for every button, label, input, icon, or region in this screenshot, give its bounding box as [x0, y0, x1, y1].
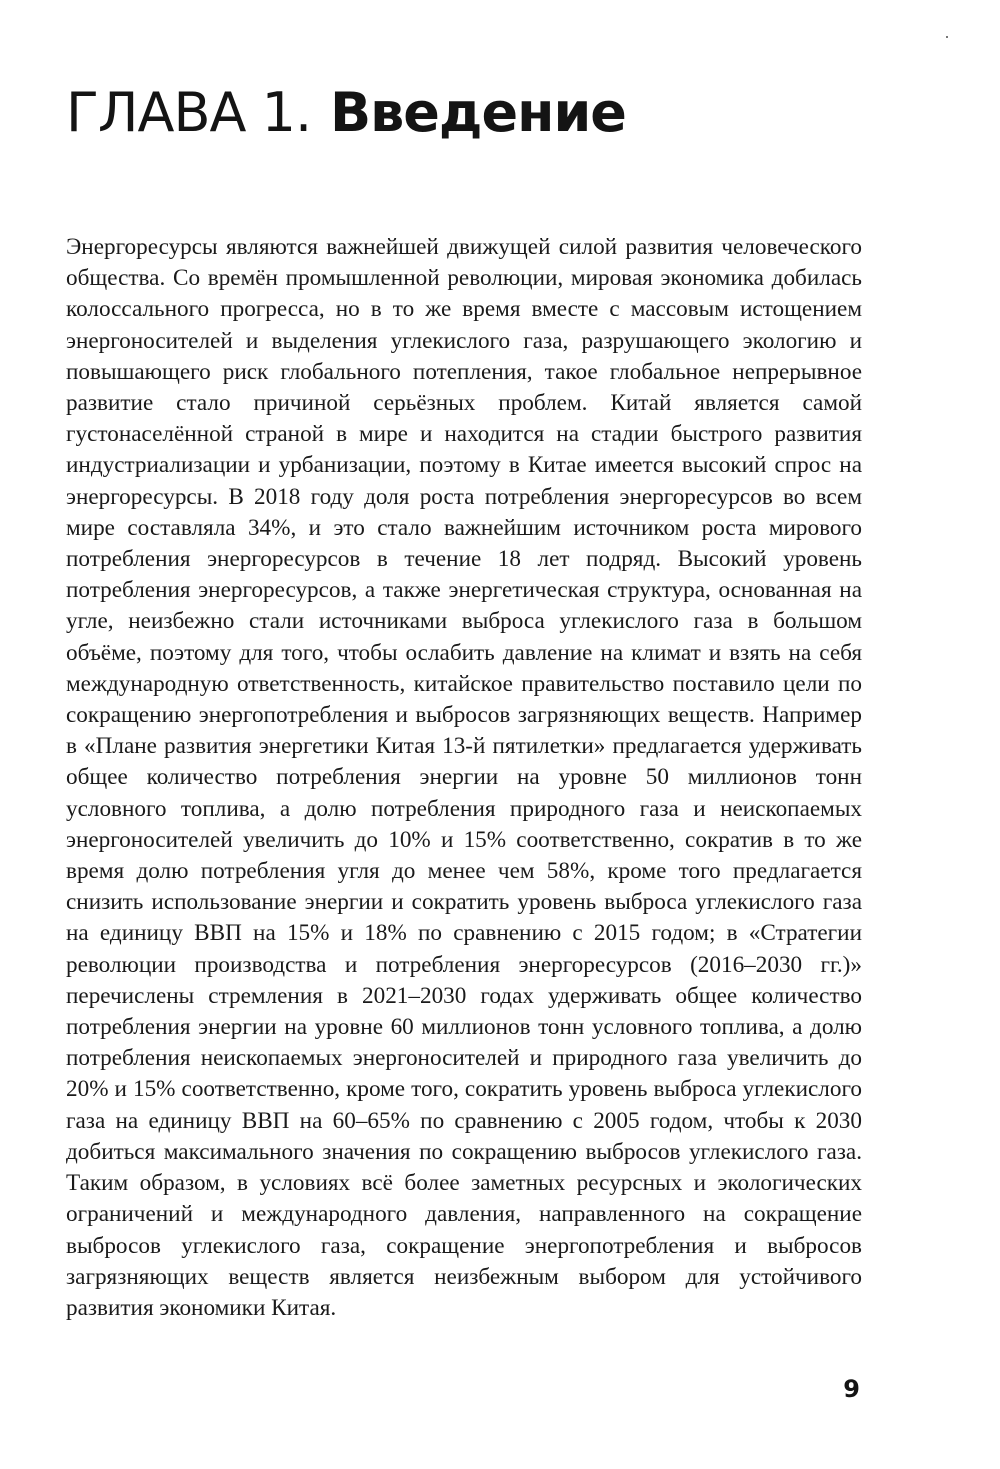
chapter-heading	[66, 78, 626, 148]
chapter-title: Введение	[329, 81, 626, 144]
scan-speck	[946, 36, 948, 38]
page-number: 9	[843, 1375, 860, 1403]
chapter-label: ГЛАВА 1.	[66, 81, 312, 144]
body-paragraph: Энергоресурсы являются важнейшей движущей силой развития человеческого общества. Со времён промышленной революции, мировая экономика добилась колоссального прогресса, но в то же время вместе с массовым истощением энергоносителей и выделения углекислого газа, разрушающего экологию и повышающего риск глобального потепления, такое глобальное непрерывное развитие стало причиной серьёзных проблем. Китай является самой густонаселённой страной в мире и находится на стадии быстрого развития индустриализации и урбанизации, поэтому в Китае имеется высокий спрос на энергоресурсы. В 2018 году доля роста потребления энергоресурсов во всем мире составляла 34%, и это стало важнейшим источником роста мирового потребления энергоресурсов в течение 18 лет подряд. Высокий уровень потребления энергоресурсов, а также энергетическая структура, основанная на угле, неизбежно стали источниками выброса углекислого газа в большом объёме, поэтому для того, чтобы ослабить давление на климат и взять на себя международную ответственность, китайское правительство поставило цели по сокращению энергопотребления и выбросов загрязняющих веществ. Например в «Плане развития энергетики Китая 13-й пятилетки» предлагается удерживать общее количество потребления энергии на уровне 50 миллионов тонн условного топлива, а долю потребления природного газа и неископаемых энергоносителей увеличить до 10% и 15% соответственно, сократив в то же время долю потребления угля до менее чем 58%, кроме того предлагается снизить использование энергии и сократить уровень выброса углекислого газа на единицу ВВП на 15% и 18% по сравнению с 2015 годом; в «Стратегии революции производства и потребления энергоресурсов (2016–2030 гг.)» перечислены стремления в 2021–2030 годах удерживать общее количество потребления энергии на уровне 60 миллионов тонн условного топлива, а долю потребления неископаемых энергоносителей и природного газа увеличить до 20% и 15% соответственно, кроме того, сократить уровень выброса углекислого газа на единицу ВВП на 60–65% по сравнению с 2005 годом, чтобы к 2030 добиться максимального значения по сокращению выбросов углекислого газа. Таким образом, в условиях всё более заметных ресурсных и экологических ограничений и международного давления, направленного на сокращение выбросов углекислого газа, сокращение энергопотребления и выбросов загрязняющих веществ является неизбежным выбором для устойчивого развития экономики Китая.	[66, 234, 862, 1321]
